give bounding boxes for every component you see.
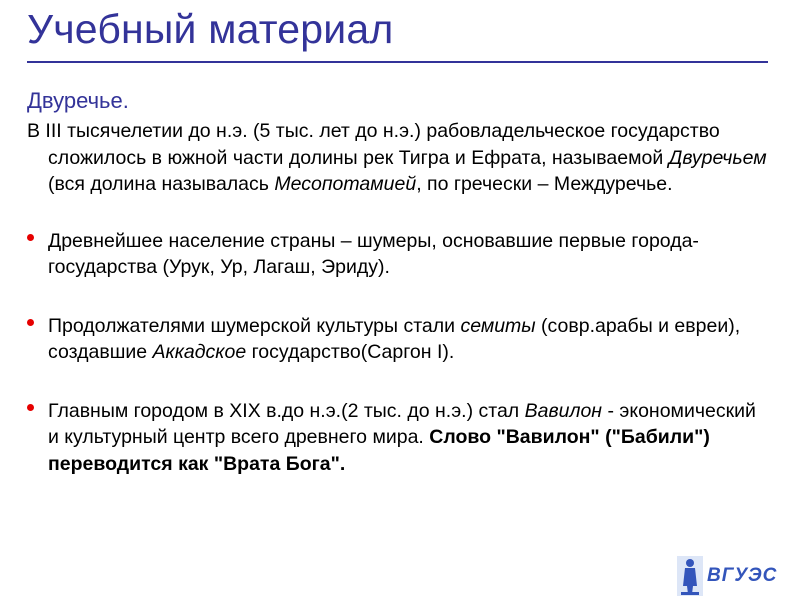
bullet-dot-icon [27,404,34,411]
title-divider [27,61,768,63]
bullet-dot-icon [27,319,34,326]
logo-text: ВГУЭС [707,565,778,586]
section-subtitle: Двуречье. [27,88,129,113]
intro-text-2: (вся долина называлась [48,173,275,195]
bullet-item-babylon [27,398,772,478]
intro-emphasis-mesopotamia: Месопотамией [274,173,417,195]
statue-icon [677,556,703,596]
bullet-emphasis: Вавилон [524,399,603,422]
bullet-dot-icon [27,234,34,241]
bullet-item-semites [27,313,772,366]
university-logo [677,556,778,596]
bullet-text: Древнейшее население страны – шумеры, основавшие первые города-государства (Урук, Ур, Лагаш, Эриду). [48,229,699,278]
bullet-list [27,228,772,478]
bullet-text: - экономический и культурный центр всего древнего мира. [48,399,756,448]
bullet-text: (совр.арабы и евреи), создавшие [48,314,741,363]
bullet-emphasis: семиты [460,314,536,337]
bullet-text: Главным городом в XIX в.до н.э.(2 тыс. до н.э.) стал [48,399,525,422]
intro-paragraph [27,118,772,198]
content-body [27,118,772,509]
intro-text-3: , по гречески – Междуречье. [416,173,673,195]
bullet-text: Продолжателями шумерской культуры стали [48,314,461,337]
bullet-emphasis: Аккадское [152,341,247,363]
bullet-bold-text: Слово "Вавилон" ("Бабили") переводится как "Врата Бога". [48,426,710,475]
bullet-text: государство(Саргон I). [246,341,455,363]
page-title: Учебный материал [27,6,394,52]
intro-emphasis-dvurechye: Двуречьем [668,146,767,169]
bullet-item-sumerians [27,228,772,281]
intro-text-1: В III тысячелетии до н.э. (5 тыс. лет до н.э.) рабовладельческое государство сложилось в южной части долины рек Тигра и Ефрата, называемой [27,120,720,169]
